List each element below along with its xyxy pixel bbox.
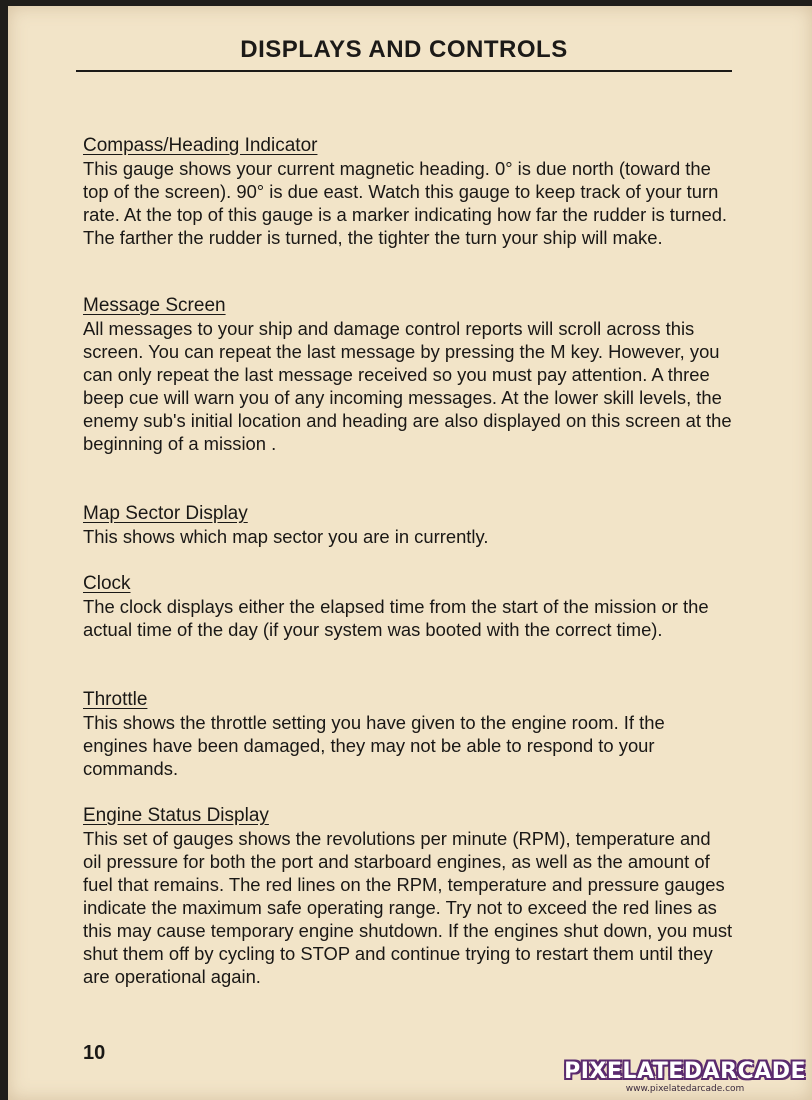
manual-page [8, 6, 812, 1100]
section-clock [83, 572, 733, 641]
section-body: The clock displays either the elapsed time from the start of the mission or the actual time of the day (if your system was booted with the correct time). [83, 596, 709, 640]
watermark-url: www.pixelatedarcade.com [625, 1084, 745, 1094]
section-title: Message Screen [83, 295, 226, 316]
section-title: Compass/Heading Indicator [83, 135, 318, 156]
section-throttle [83, 688, 733, 780]
watermark [564, 1060, 806, 1094]
section-body: This shows the throttle setting you have given to the engine room. If the engines have been damaged, they may not be able to respond to your commands. [83, 712, 665, 779]
section-compass-heading [83, 134, 733, 249]
watermark-logo: PIXELATEDARCADE [564, 1059, 806, 1084]
section-title: Clock [83, 573, 131, 594]
section-message-screen [83, 294, 733, 455]
section-title: Engine Status Display [83, 805, 269, 826]
section-body: This shows which map sector you are in currently. [83, 526, 489, 547]
page-number: 10 [83, 1042, 106, 1064]
section-title: Throttle [83, 689, 148, 710]
section-body: This gauge shows your current magnetic heading. 0° is due north (toward the top of the screen). 90° is due east. Watch this gauge to keep track of your turn rate. At the top of this gauge is a marker indicating how far the rudder is turned. The farther the rudder is turned, the tighter the turn your ship will make. [83, 158, 728, 248]
section-body: All messages to your ship and damage control reports will scroll across this screen. You can repeat the last message by pressing the M key. However, you can only repeat the last message received so you must pay attention. A three beep cue will warn you of any incoming messages. At the lower skill levels, the enemy sub's initial location and heading are also displayed on this screen at the beginning of a mission . [83, 318, 732, 454]
section-title: Map Sector Display [83, 503, 248, 524]
section-body: This set of gauges shows the revolutions per minute (RPM), temperature and oil pressure for both the port and starboard engines, as well as the amount of fuel that remains. The red lines on the RPM, temperature and pressure gauges indicate the maximum safe operating range. Try not to exceed the red lines as this may cause temporary engine shutdown. If the engines shut down, you must shut them off by cycling to STOP and continue trying to restart them until they are operational again. [83, 828, 733, 987]
section-engine-status-display [83, 804, 733, 988]
page-heading: DISPLAYS AND CONTROLS [76, 36, 732, 72]
section-map-sector-display [83, 502, 733, 548]
